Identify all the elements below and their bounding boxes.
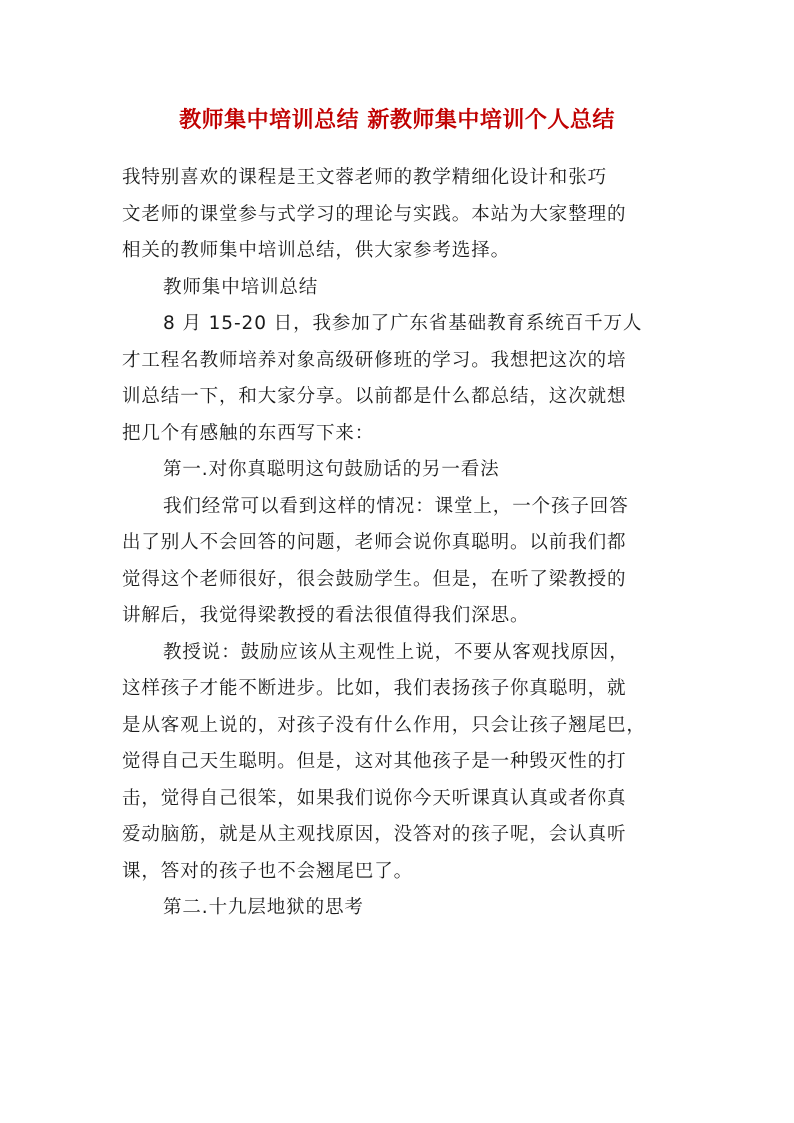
text-line: 觉得自己天生聪明。但是，这对其他孩子是一种毁灭性的打	[122, 751, 627, 772]
text-line: 课，答对的孩子也不会翘尾巴了。	[122, 860, 414, 882]
text-line: 文老师的课堂参与式学习的理论与实践。本站为大家整理的	[122, 203, 627, 225]
text-line: 我特别喜欢的课程是王文蓉老师的教学精细化设计和张巧	[122, 167, 608, 188]
paragraph	[122, 489, 674, 635]
text-line: 教师集中培训总结	[163, 276, 319, 298]
text-line: 8 月 15-20 日，我参加了广东省基础教育系统百千万人	[163, 313, 643, 334]
text-line: 教授说：鼓励应该从主观性上说，不要从客观找原因，	[163, 641, 629, 663]
paragraph	[122, 452, 674, 489]
text-line: 这样孩子才能不断进步。比如，我们表扬孩子你真聪明，就	[122, 678, 627, 699]
text-line: 训总结一下，和大家分享。以前都是什么都总结，这次就想	[122, 386, 627, 407]
text-line: 把几个有感触的东西写下来：	[122, 422, 375, 444]
text-line: 第一.对你真聪明这句鼓励话的另一看法	[163, 459, 500, 480]
text-line: 第二.十九层地狱的思考	[163, 897, 364, 918]
paragraph	[122, 890, 674, 927]
paragraph	[122, 306, 674, 452]
text-line: 爱动脑筋，就是从主观找原因，没答对的孩子呢，会认真听	[122, 824, 627, 845]
paragraph	[122, 160, 674, 270]
text-line: 讲解后，我觉得梁教授的看法很值得我们深思。	[122, 605, 530, 626]
text-line: 相关的教师集中培训总结，供大家参考选择。	[122, 240, 511, 261]
document-body	[122, 160, 674, 927]
text-line: 我们经常可以看到这样的情况：课堂上，一个孩子回答	[163, 495, 629, 517]
text-line: 才工程名教师培养对象高级研修班的学习。我想把这次的培	[122, 349, 627, 371]
text-line: 击，觉得自己很笨，如果我们说你今天听课真认真或者你真	[122, 787, 627, 809]
text-line: 出了别人不会回答的问题，老师会说你真聪明。以前我们都	[122, 532, 627, 553]
document-title: 教师集中培训总结 新教师集中培训个人总结	[179, 107, 615, 133]
text-line: 觉得这个老师很好，很会鼓励学生。但是，在听了梁教授的	[122, 568, 627, 590]
text-line: 是从客观上说的，对孩子没有什么作用，只会让孩子翘尾巴，	[122, 714, 646, 736]
paragraph	[122, 635, 674, 891]
paragraph	[122, 270, 674, 307]
